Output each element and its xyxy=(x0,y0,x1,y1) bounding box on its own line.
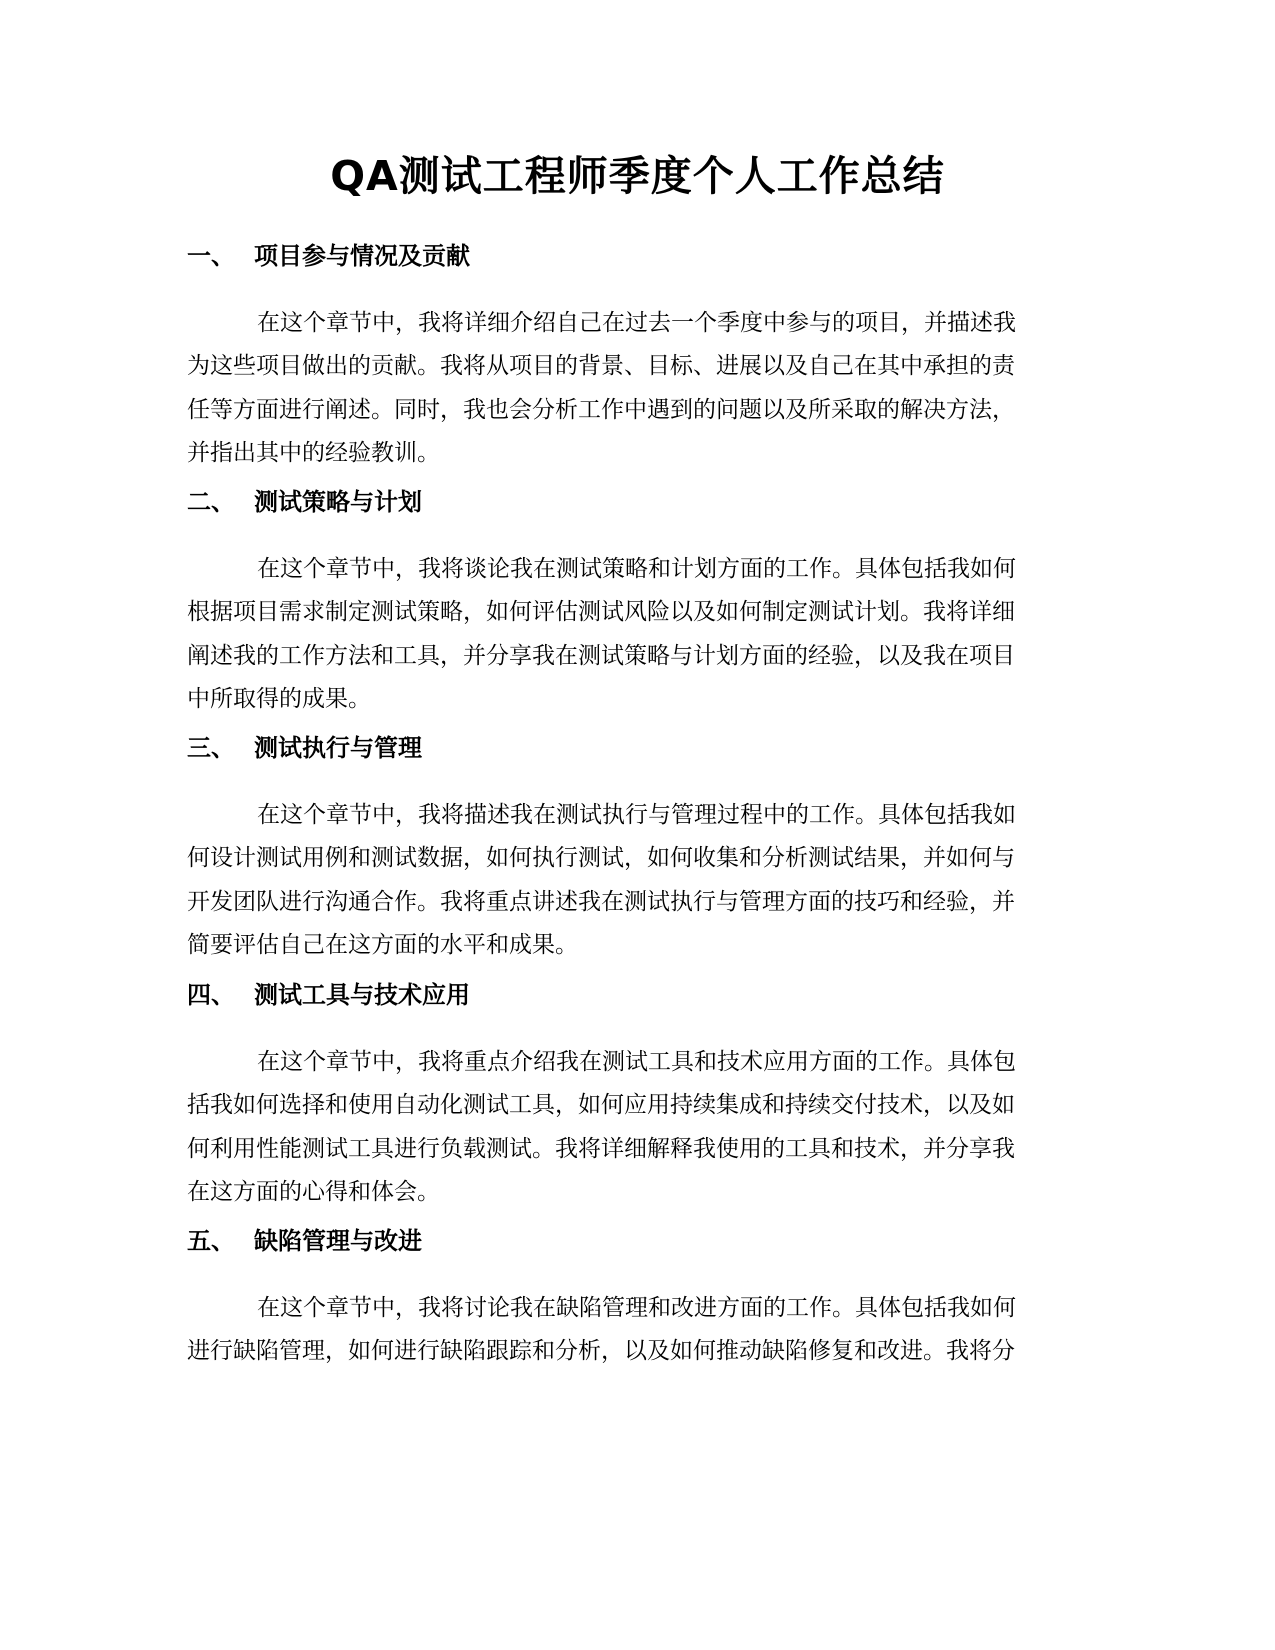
section-heading xyxy=(187,975,1087,1015)
paragraph-line: 在这个章节中，我将重点介绍我在测试工具和技术应用方面的工作。具体包 xyxy=(257,1049,1016,1075)
paragraph-line: 阐述我的工作方法和工具，并分享我在测试策略与计划方面的经验，以及我在项目 xyxy=(187,642,1015,669)
section-title: 项目参与情况及贡献 xyxy=(254,242,470,270)
paragraph-line: 简要评估自己在这方面的水平和成果。 xyxy=(187,931,578,958)
paragraph-line: 开发团队进行沟通合作。我将重点讲述我在测试执行与管理方面的技巧和经验，并 xyxy=(187,888,1015,915)
paragraph-line: 在这个章节中，我将描述我在测试执行与管理过程中的工作。具体包括我如 xyxy=(257,802,1016,828)
section-test-strategy xyxy=(187,482,1087,721)
section-number: 四、 xyxy=(187,981,235,1009)
section-heading xyxy=(187,236,1087,276)
section-paragraph xyxy=(187,1041,1087,1214)
paragraph-line: 在这方面的心得和体会。 xyxy=(187,1178,440,1205)
section-title: 缺陷管理与改进 xyxy=(254,1227,422,1255)
section-paragraph xyxy=(187,548,1087,721)
paragraph-line: 进行缺陷管理，如何进行缺陷跟踪和分析，以及如何推动缺陷修复和改进。我将分 xyxy=(187,1338,1015,1365)
section-heading xyxy=(187,728,1087,768)
section-defect-management xyxy=(187,1221,1087,1374)
section-number: 一、 xyxy=(187,242,235,270)
document-title: QA测试工程师季度个人工作总结 xyxy=(330,152,945,200)
section-heading xyxy=(187,1221,1087,1261)
paragraph-line: 在这个章节中，我将讨论我在缺陷管理和改进方面的工作。具体包括我如何 xyxy=(257,1295,1016,1321)
paragraph-line: 中所取得的成果。 xyxy=(187,685,371,712)
section-number: 五、 xyxy=(187,1227,235,1255)
section-test-execution xyxy=(187,728,1087,967)
section-title: 测试执行与管理 xyxy=(254,734,422,762)
section-title: 测试工具与技术应用 xyxy=(254,981,470,1009)
section-paragraph xyxy=(187,794,1087,967)
paragraph-line: 在这个章节中，我将详细介绍自己在过去一个季度中参与的项目，并描述我 xyxy=(257,310,1016,336)
paragraph-line: 括我如何选择和使用自动化测试工具，如何应用持续集成和持续交付技术，以及如 xyxy=(187,1092,1015,1119)
section-number: 二、 xyxy=(187,488,235,516)
paragraph-line: 何利用性能测试工具进行负载测试。我将详细解释我使用的工具和技术，并分享我 xyxy=(187,1135,1015,1162)
section-project-participation xyxy=(187,236,1087,475)
paragraph-line: 在这个章节中，我将谈论我在测试策略和计划方面的工作。具体包括我如何 xyxy=(257,556,1016,582)
paragraph-line: 任等方面进行阐述。同时，我也会分析工作中遇到的问题以及所采取的解决方法， xyxy=(187,396,1015,423)
section-paragraph xyxy=(187,1287,1087,1374)
paragraph-line: 根据项目需求制定测试策略，如何评估测试风险以及如何制定测试计划。我将详细 xyxy=(187,599,1015,626)
section-title: 测试策略与计划 xyxy=(254,488,422,516)
section-number: 三、 xyxy=(187,734,235,762)
section-test-tools xyxy=(187,975,1087,1214)
section-heading xyxy=(187,482,1087,522)
paragraph-line: 为这些项目做出的贡献。我将从项目的背景、目标、进展以及自己在其中承担的责 xyxy=(187,353,1015,380)
paragraph-line: 何设计测试用例和测试数据，如何执行测试，如何收集和分析测试结果，并如何与 xyxy=(187,845,1015,872)
paragraph-line: 并指出其中的经验教训。 xyxy=(187,439,440,466)
section-paragraph xyxy=(187,302,1087,475)
